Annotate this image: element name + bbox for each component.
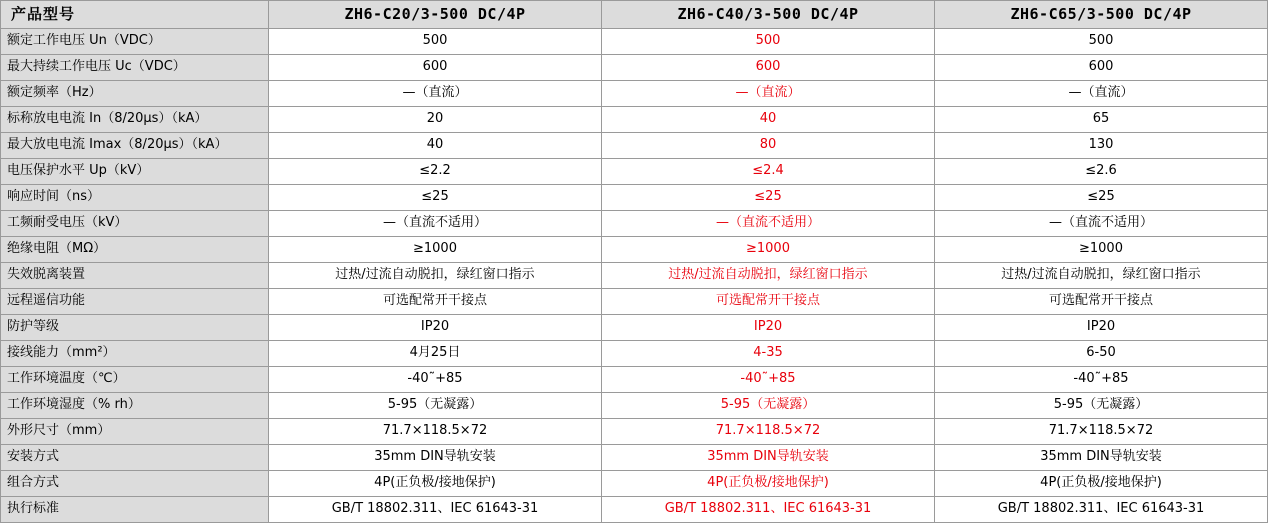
row-value-col-1: 600 <box>269 55 602 81</box>
table-row <box>1 393 1268 419</box>
row-label: 电压保护水平 Up（kV） <box>1 159 269 185</box>
row-label: 接线能力（mm²） <box>1 341 269 367</box>
row-value-col-2: GB/T 18802.311、IEC 61643-31 <box>602 497 935 523</box>
row-value-col-2: ≤25 <box>602 185 935 211</box>
row-value-col-1: 71.7×118.5×72 <box>269 419 602 445</box>
row-value-col-3: ≥1000 <box>935 237 1268 263</box>
table-row <box>1 81 1268 107</box>
row-value-col-1: 40 <box>269 133 602 159</box>
row-value-col-3: 4P(正负极/接地保护) <box>935 471 1268 497</box>
row-label: 防护等级 <box>1 315 269 341</box>
row-value-col-1: —（直流不适用） <box>269 211 602 237</box>
table-row <box>1 419 1268 445</box>
row-value-col-3: 65 <box>935 107 1268 133</box>
row-value-col-2: ≤2.4 <box>602 159 935 185</box>
row-value-col-3: 6-50 <box>935 341 1268 367</box>
row-value-col-2: ≥1000 <box>602 237 935 263</box>
row-value-col-1: 过热/过流自动脱扣，绿红窗口指示 <box>269 263 602 289</box>
row-label: 响应时间（ns） <box>1 185 269 211</box>
column-header-model-1: ZH6-C20/3-500 DC/4P <box>269 1 602 29</box>
table-header-row <box>1 1 1268 29</box>
table-row <box>1 133 1268 159</box>
row-label: 安装方式 <box>1 445 269 471</box>
row-value-col-3: 130 <box>935 133 1268 159</box>
row-label: 失效脱离装置 <box>1 263 269 289</box>
table-row <box>1 315 1268 341</box>
table-row <box>1 263 1268 289</box>
row-label: 外形尺寸（mm） <box>1 419 269 445</box>
column-header-product-model: 产品型号 <box>1 1 269 29</box>
row-value-col-2: 71.7×118.5×72 <box>602 419 935 445</box>
row-value-col-3: 600 <box>935 55 1268 81</box>
table-row <box>1 289 1268 315</box>
row-value-col-3: ≤25 <box>935 185 1268 211</box>
table-row <box>1 55 1268 81</box>
row-value-col-1: GB/T 18802.311、IEC 61643-31 <box>269 497 602 523</box>
row-value-col-1: 35mm DIN导轨安装 <box>269 445 602 471</box>
row-value-col-1: 可选配常开干接点 <box>269 289 602 315</box>
row-value-col-1: 500 <box>269 29 602 55</box>
row-value-col-2: 80 <box>602 133 935 159</box>
row-value-col-1: ≤25 <box>269 185 602 211</box>
row-value-col-3: —（直流不适用） <box>935 211 1268 237</box>
row-value-col-1: 20 <box>269 107 602 133</box>
table-row <box>1 471 1268 497</box>
row-value-col-2: —（直流不适用） <box>602 211 935 237</box>
table-row <box>1 341 1268 367</box>
row-value-col-3: —（直流） <box>935 81 1268 107</box>
row-value-col-1: IP20 <box>269 315 602 341</box>
row-value-col-1: ≥1000 <box>269 237 602 263</box>
table-row <box>1 445 1268 471</box>
row-label: 工作环境温度（℃） <box>1 367 269 393</box>
row-label: 组合方式 <box>1 471 269 497</box>
table-row <box>1 107 1268 133</box>
row-value-col-1: -40˜+85 <box>269 367 602 393</box>
row-value-col-2: 可选配常开干接点 <box>602 289 935 315</box>
row-label: 执行标准 <box>1 497 269 523</box>
row-value-col-3: 71.7×118.5×72 <box>935 419 1268 445</box>
table-row <box>1 159 1268 185</box>
row-value-col-2: 40 <box>602 107 935 133</box>
row-value-col-3: ≤2.6 <box>935 159 1268 185</box>
row-label: 额定工作电压 Un（VDC） <box>1 29 269 55</box>
row-value-col-3: IP20 <box>935 315 1268 341</box>
row-value-col-2: 过热/过流自动脱扣，绿红窗口指示 <box>602 263 935 289</box>
row-label: 额定频率（Hz） <box>1 81 269 107</box>
row-value-col-1: 5-95（无凝露） <box>269 393 602 419</box>
table-row <box>1 237 1268 263</box>
row-value-col-3: 可选配常开干接点 <box>935 289 1268 315</box>
row-value-col-1: 4P(正负极/接地保护) <box>269 471 602 497</box>
row-label: 标称放电电流 In（8/20μs）（kA） <box>1 107 269 133</box>
table-row <box>1 29 1268 55</box>
row-value-col-2: IP20 <box>602 315 935 341</box>
row-value-col-2: 4-35 <box>602 341 935 367</box>
row-value-col-3: 500 <box>935 29 1268 55</box>
row-label: 最大放电电流 Imax（8/20μs）（kA） <box>1 133 269 159</box>
row-value-col-1: —（直流） <box>269 81 602 107</box>
row-value-col-3: 35mm DIN导轨安装 <box>935 445 1268 471</box>
row-value-col-2: 500 <box>602 29 935 55</box>
table-body <box>1 29 1268 523</box>
table-row <box>1 367 1268 393</box>
column-header-model-3: ZH6-C65/3-500 DC/4P <box>935 1 1268 29</box>
row-value-col-3: 过热/过流自动脱扣，绿红窗口指示 <box>935 263 1268 289</box>
row-value-col-3: GB/T 18802.311、IEC 61643-31 <box>935 497 1268 523</box>
row-value-col-2: —（直流） <box>602 81 935 107</box>
row-value-col-2: 4P(正负极/接地保护) <box>602 471 935 497</box>
row-value-col-1: ≤2.2 <box>269 159 602 185</box>
row-value-col-2: 35mm DIN导轨安装 <box>602 445 935 471</box>
table-row <box>1 497 1268 523</box>
table-row <box>1 185 1268 211</box>
table-row <box>1 211 1268 237</box>
row-value-col-2: -40˜+85 <box>602 367 935 393</box>
row-label: 最大持续工作电压 Uc（VDC） <box>1 55 269 81</box>
row-value-col-3: -40˜+85 <box>935 367 1268 393</box>
row-label: 工作环境湿度（% rh） <box>1 393 269 419</box>
row-label: 远程遥信功能 <box>1 289 269 315</box>
row-value-col-2: 600 <box>602 55 935 81</box>
row-label: 工频耐受电压（kV） <box>1 211 269 237</box>
column-header-model-2: ZH6-C40/3-500 DC/4P <box>602 1 935 29</box>
row-value-col-1: 4月25日 <box>269 341 602 367</box>
row-value-col-3: 5-95（无凝露） <box>935 393 1268 419</box>
row-label: 绝缘电阻（MΩ） <box>1 237 269 263</box>
row-value-col-2: 5-95（无凝露） <box>602 393 935 419</box>
